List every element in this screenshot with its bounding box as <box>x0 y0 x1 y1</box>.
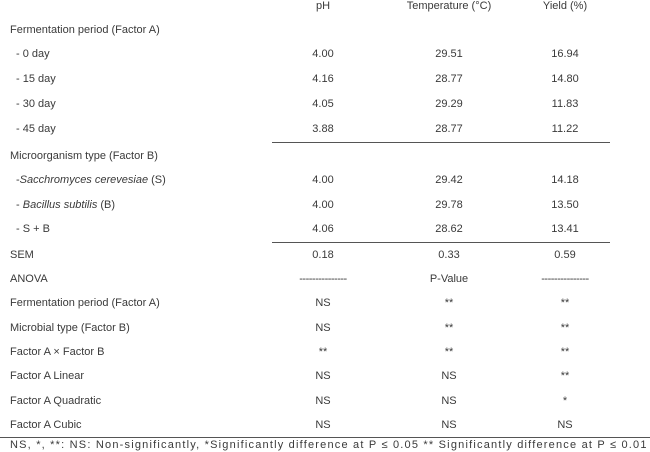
row-label: Factor A × Factor B <box>10 346 105 358</box>
temperature-value: 29.29 <box>435 98 463 110</box>
table-row <box>0 193 650 217</box>
ph-value: 0.18 <box>312 249 334 261</box>
ph-significance: NS <box>315 370 331 382</box>
row-label: -Sacchromyces cerevesiae (S) <box>16 174 166 186</box>
row-label: Fermentation period (Factor A) <box>10 297 160 309</box>
temperature-significance: NS <box>441 419 457 431</box>
table-row <box>0 340 650 364</box>
ph-significance: NS <box>315 419 331 431</box>
anova-dashes-left: --------------- <box>299 273 347 285</box>
row-label: Factor A Linear <box>10 370 84 382</box>
table-row <box>0 364 650 388</box>
yield-significance: NS <box>557 419 573 431</box>
table-row <box>0 389 650 413</box>
temperature-value: 28.77 <box>435 123 463 135</box>
table-row <box>0 92 650 116</box>
temperature-value: 29.78 <box>435 199 463 211</box>
factor-a-title: Fermentation period (Factor A) <box>10 24 160 36</box>
temperature-significance: ** <box>444 297 454 309</box>
anova-dashes-right: --------------- <box>541 273 589 285</box>
ph-value: 4.16 <box>312 73 334 85</box>
table-row <box>0 316 650 340</box>
table-row <box>0 413 650 437</box>
table-row <box>0 291 650 315</box>
temperature-significance: ** <box>444 346 454 358</box>
header-temperature: Temperature (°C) <box>406 0 492 12</box>
table-row <box>0 117 650 141</box>
temperature-significance: NS <box>441 395 457 407</box>
yield-significance: ** <box>560 370 570 382</box>
yield-significance: ** <box>560 297 570 309</box>
temperature-value: 28.62 <box>435 223 463 235</box>
yield-significance: * <box>562 395 568 407</box>
factor-b-title: Microorganism type (Factor B) <box>10 150 158 162</box>
yield-value: 0.59 <box>554 249 576 261</box>
ph-significance: ** <box>318 346 328 358</box>
row-label: - S + B <box>16 223 50 235</box>
ph-value: 3.88 <box>312 123 334 135</box>
yield-significance: ** <box>560 346 570 358</box>
ph-value: 4.00 <box>312 199 334 211</box>
ph-significance: NS <box>315 297 331 309</box>
table-footnote: NS, *, **: NS: Non-significantly, *Significantly difference at P ≤ 0.05 ** Significantly difference at P ≤ 0.01 <box>10 439 648 451</box>
row-label: Factor A Cubic <box>10 419 82 431</box>
ph-value: 4.00 <box>312 48 334 60</box>
temperature-significance: NS <box>441 370 457 382</box>
yield-value: 11.22 <box>551 123 579 135</box>
yield-value: 16.94 <box>551 48 579 60</box>
yield-value: 14.18 <box>551 174 579 186</box>
table-row <box>0 42 650 66</box>
table-row <box>0 67 650 91</box>
row-label: Factor A Quadratic <box>10 395 102 407</box>
row-label: - Bacillus subtilis (B) <box>16 199 116 211</box>
yield-value: 13.41 <box>551 223 579 235</box>
yield-significance: ** <box>560 322 570 334</box>
temperature-significance: ** <box>444 322 454 334</box>
p-value-label: P-Value <box>429 273 469 285</box>
factor-a-title-row <box>0 18 650 42</box>
temperature-value: 29.42 <box>435 174 463 186</box>
anova-header-row <box>0 267 650 291</box>
header-yield: Yield (%) <box>542 0 588 12</box>
yield-value: 14.80 <box>551 73 579 85</box>
section-divider <box>272 142 610 143</box>
temperature-value: 28.77 <box>435 73 463 85</box>
temperature-value: 0.33 <box>438 249 460 261</box>
sem-label: SEM <box>10 249 34 261</box>
ph-significance: NS <box>315 395 331 407</box>
row-label: - 30 day <box>16 98 56 110</box>
row-label: Microbial type (Factor B) <box>10 322 130 334</box>
table-row <box>0 217 650 241</box>
ph-value: 4.00 <box>312 174 334 186</box>
yield-value: 13.50 <box>551 199 579 211</box>
ph-value: 4.06 <box>312 223 334 235</box>
ph-value: 4.05 <box>312 98 334 110</box>
anova-label: ANOVA <box>10 273 48 285</box>
yield-value: 11.83 <box>551 98 579 110</box>
factor-b-title-row <box>0 144 650 168</box>
row-label: - 45 day <box>16 123 56 135</box>
table-row <box>0 168 650 192</box>
temperature-value: 29.51 <box>435 48 463 60</box>
header-ph: pH <box>315 0 331 12</box>
row-label: - 15 day <box>16 73 56 85</box>
row-label: - 0 day <box>16 48 50 60</box>
sem-row <box>0 243 650 267</box>
table-header <box>0 0 650 18</box>
ph-significance: NS <box>315 322 331 334</box>
